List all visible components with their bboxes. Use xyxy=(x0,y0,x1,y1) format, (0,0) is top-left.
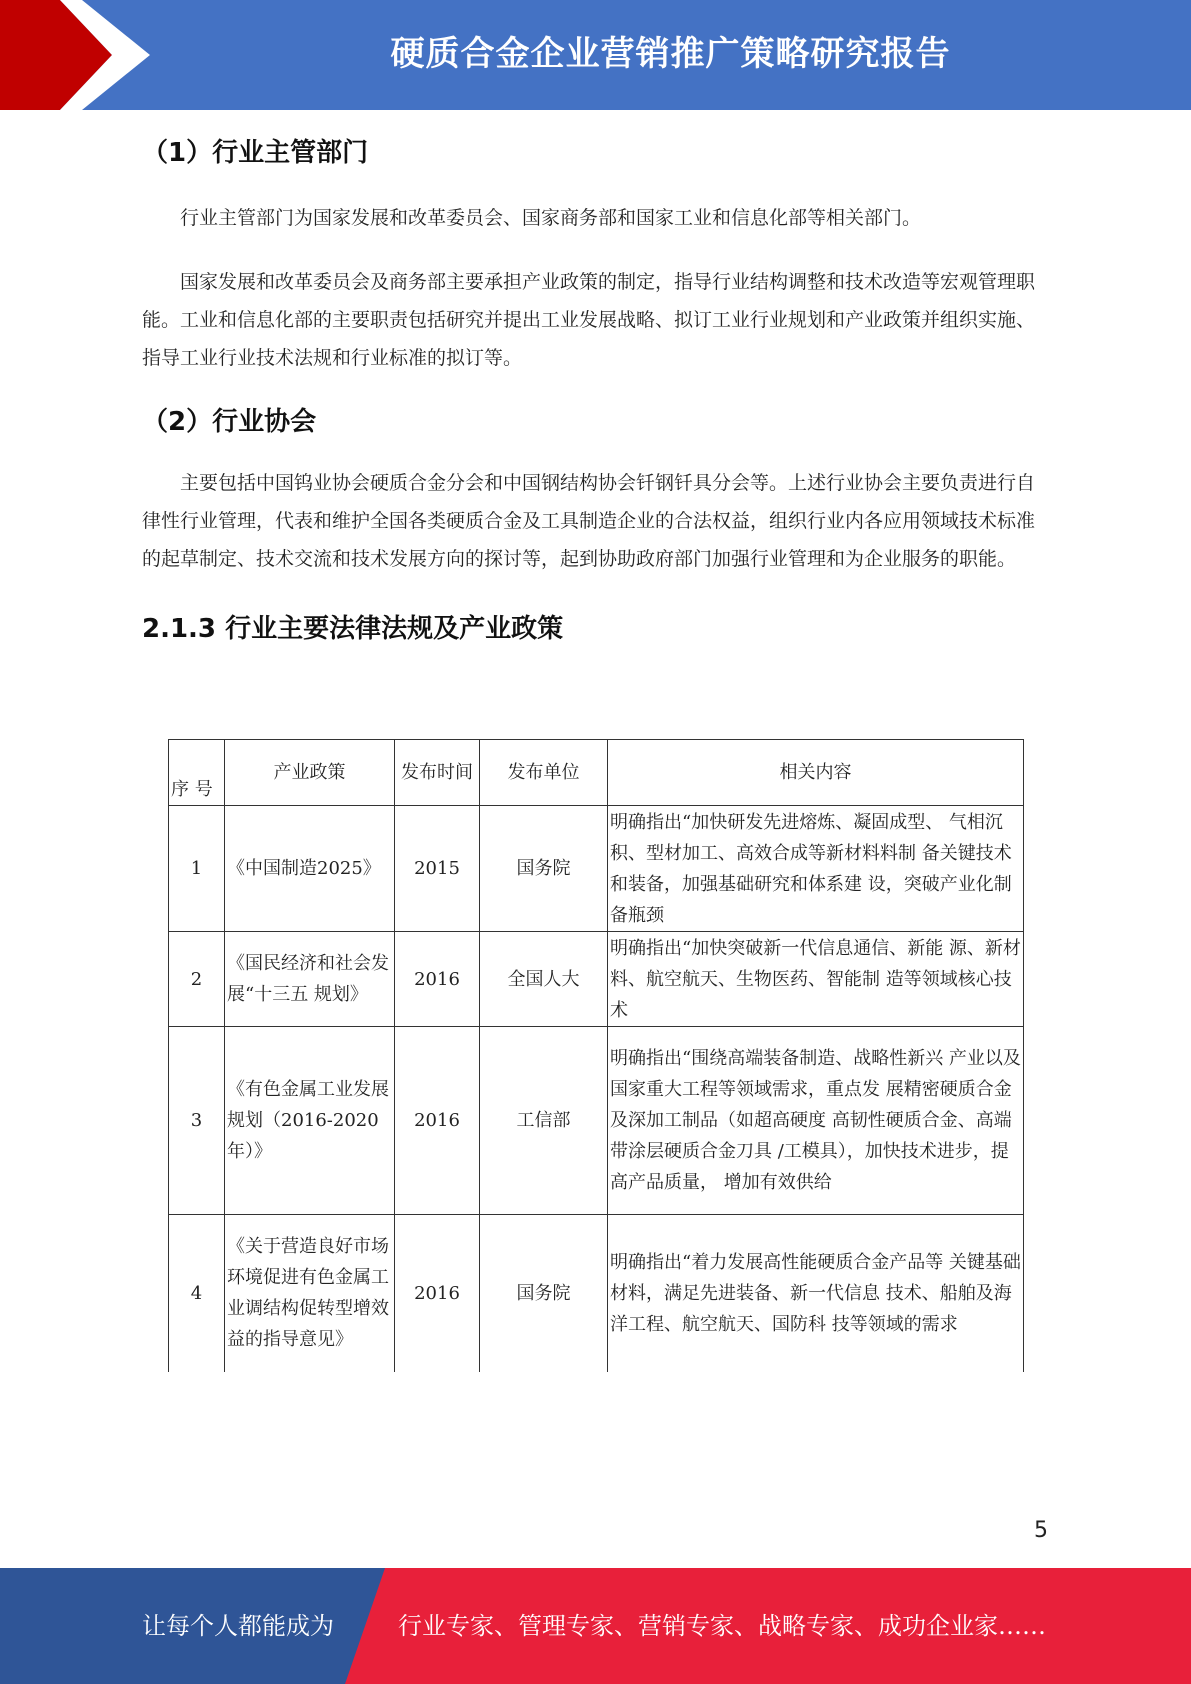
cell-content: 明确指出“着力发展高性能硬质合金产品等 关键基础材料，满足先进装备、新一代信息 技术、船舶及海洋工程、航空航天、国防科 技等领域的需求 xyxy=(608,1215,1024,1372)
cell-issuer: 国务院 xyxy=(480,806,608,932)
cell-time: 2015 xyxy=(395,806,480,932)
cell-policy: 《中国制造2025》 xyxy=(225,806,395,932)
table-header-row xyxy=(169,740,1024,806)
policy-table xyxy=(168,739,1024,1372)
cell-no: 2 xyxy=(169,932,225,1027)
cell-no: 1 xyxy=(169,806,225,932)
cell-policy: 《有色金属工业发展规划（2016-2020 年）》 xyxy=(225,1027,395,1215)
section-heading-association: （2）行业协会 xyxy=(142,407,317,437)
cell-time: 2016 xyxy=(395,1027,480,1215)
header-issuer: 发布单位 xyxy=(480,740,608,806)
cell-issuer: 国务院 xyxy=(480,1215,608,1372)
section-heading-policies: 2.1.3 行业主要法律法规及产业政策 xyxy=(142,614,564,644)
paragraph-authority-2: 国家发展和改革委员会及商务部主要承担产业政策的制定，指导行业结构调整和技术改造等宏观管理职能。工业和信息化部的主要职责包括研究并提出工业发展战略、拟订工业行业规划和产业政策并组织实施、指导工业行业技术法规和行业标准的拟订等。 xyxy=(142,271,1036,369)
footer-banner xyxy=(0,1568,1191,1684)
table-row xyxy=(169,806,1024,932)
header-content: 相关内容 xyxy=(608,740,1024,806)
footer-slogan-left: 让每个人都能成为 xyxy=(142,1612,334,1640)
cell-policy: 《国民经济和社会发展“十三五 规划》 xyxy=(225,932,395,1027)
header-no: 序 号 xyxy=(169,740,225,806)
cell-no: 3 xyxy=(169,1027,225,1215)
table-row xyxy=(169,1027,1024,1215)
cell-issuer: 工信部 xyxy=(480,1027,608,1215)
cell-time: 2016 xyxy=(395,1215,480,1372)
cell-policy: 《关于营造良好市场环境促进有色金属工业调结构促转型增效益的指导意见》 xyxy=(225,1215,395,1372)
footer-slogan-right: 行业专家、管理专家、营销专家、战略专家、成功企业家…… xyxy=(398,1612,1046,1640)
header-policy: 产业政策 xyxy=(225,740,395,806)
cell-no: 4 xyxy=(169,1215,225,1372)
table-row xyxy=(169,1215,1024,1372)
cell-content: 明确指出“加快突破新一代信息通信、新能 源、新材料、航空航天、生物医药、智能制 造等领域核心技术 xyxy=(608,932,1024,1027)
paragraph-association: 主要包括中国钨业协会硬质合金分会和中国钢结构协会钎钢钎具分会等。上述行业协会主要负责进行自律性行业管理，代表和维护全国各类硬质合金及工具制造企业的合法权益，组织行业内各应用领域技术标准的起草制定、技术交流和技术发展方向的探讨等，起到协助政府部门加强行业管理和为企业服务的职能。 xyxy=(142,472,1036,570)
cell-content: 明确指出“围绕高端装备制造、战略性新兴 产业以及国家重大工程等领域需求，重点发 展精密硬质合金及深加工制品（如超高硬度 高韧性硬质合金、高端带涂层硬质合金刀具 /工模具），加快技术进步，提高产品质量， 增加有效供给 xyxy=(608,1027,1024,1215)
table-row xyxy=(169,932,1024,1027)
cell-content: 明确指出“加快研发先进熔炼、凝固成型、 气相沉积、型材加工、高效合成等新材料料制 备关键技术和装备，加强基础研究和体系建 设，突破产业化制备瓶颈 xyxy=(608,806,1024,932)
content-area xyxy=(142,126,1047,645)
page-number: 5 xyxy=(1034,1518,1048,1543)
header-banner xyxy=(0,0,1191,110)
paragraph-authority-1: 行业主管部门为国家发展和改革委员会、国家商务部和国家工业和信息化部等相关部门。 xyxy=(180,207,922,229)
cell-issuer: 全国人大 xyxy=(480,932,608,1027)
cell-time: 2016 xyxy=(395,932,480,1027)
header-time: 发布时间 xyxy=(395,740,480,806)
document-title: 硬质合金企业营销推广策略研究报告 xyxy=(390,34,951,74)
section-heading-authority: （1）行业主管部门 xyxy=(142,138,369,168)
header-chevron-icon xyxy=(0,0,160,110)
